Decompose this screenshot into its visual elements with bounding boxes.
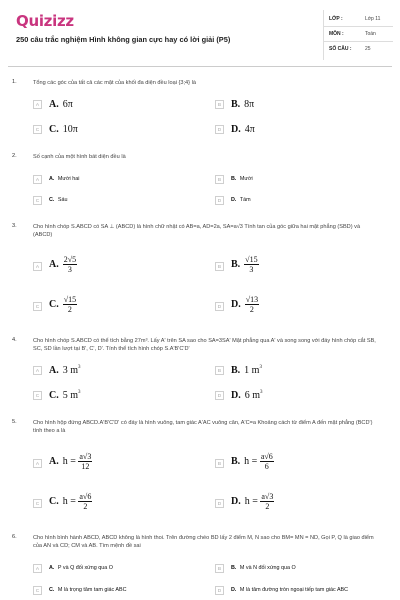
meta-key: SỐ CÂU : — [329, 46, 352, 52]
question-number: 5. — [12, 419, 17, 425]
option-value: M và N đối xứng qua O — [239, 565, 296, 571]
option-label: D. — [231, 197, 237, 203]
option-label: B. — [231, 258, 241, 270]
meta-key: LỚP : — [329, 16, 343, 22]
option-value: Tám — [239, 197, 251, 203]
option-value: Sáu — [57, 197, 68, 203]
option-value: 5 m — [62, 390, 79, 401]
question-number: 1. — [12, 79, 17, 85]
option-label: C. — [49, 298, 59, 310]
option-value: 8π — [244, 99, 255, 110]
option-letter[interactable]: B — [215, 175, 224, 184]
option-label: C. — [49, 390, 59, 401]
option-value: M là tâm đường tròn ngoại tiếp tam giác ABC — [239, 587, 349, 593]
option-letter[interactable]: B — [215, 459, 224, 468]
option-letter[interactable]: A — [33, 366, 42, 375]
fraction — [244, 255, 258, 274]
option-value: Mười hai — [57, 176, 80, 182]
option-prefix: h = — [62, 455, 76, 467]
option-label: D. — [231, 495, 241, 507]
fraction — [245, 295, 259, 314]
fraction — [63, 255, 77, 274]
option-letter[interactable]: D — [215, 125, 224, 134]
option-value: 6 m — [244, 390, 261, 401]
option-label: A. — [49, 455, 59, 467]
option-label: D. — [231, 390, 241, 401]
option-letter[interactable]: A — [33, 564, 42, 573]
question-text: Cho hình chóp S.ABCD có SA ⊥ (ABCD) là hình chữ nhật có AB=a, AD=2a, SA=a√3 Tính tan của góc giữa hai mặt phẳng (SBD) và (ABCD) — [33, 224, 361, 238]
denominator: 12 — [81, 462, 90, 471]
numerator: a√3 — [79, 452, 92, 461]
option-letter[interactable]: B — [215, 366, 224, 375]
exponent: 3 — [260, 390, 263, 395]
numerator: a√6 — [260, 452, 273, 461]
option-letter[interactable]: B — [215, 262, 224, 271]
option-label: B. — [231, 365, 241, 376]
denominator: 2 — [67, 305, 72, 314]
option-value: 10π — [62, 124, 78, 135]
option-letter[interactable]: D — [215, 586, 224, 595]
denominator: 3 — [249, 265, 254, 274]
fraction — [78, 492, 92, 511]
question-text: Cho hình chóp S.ABCD có thể tích bằng 27m³. Lấy A' trên SA sao cho SA=3SA' Mặt phẳng qua A' và song song với đáy hình chóp cắt SB, SC, SD lần lượt tại B', C', D'. Tính thể tích hình chóp S.A'B'C'D' — [33, 338, 376, 352]
option-label: C. — [49, 495, 59, 507]
question-text: Cho hình hộp đứng ABCD.A'B'C'D' có đáy là hình vuông, tam giác A'AC vuông cân, A'C=a Khoảng cách từ điểm A đến mặt phẳng (BCD') tính theo a là — [33, 420, 373, 434]
question-text: Tổng các góc của tất cả các mặt của khối đa diện đều loại {3;4} là — [33, 80, 196, 86]
option-letter[interactable]: C — [33, 125, 42, 134]
option-letter[interactable]: C — [33, 499, 42, 508]
option-letter[interactable]: C — [33, 302, 42, 311]
exponent: 3 — [259, 365, 262, 370]
exponent: 3 — [78, 365, 81, 370]
option-letter[interactable]: D — [215, 302, 224, 311]
numerator: √15 — [63, 295, 77, 304]
option-label: B. — [231, 565, 237, 571]
numerator: √15 — [245, 255, 258, 264]
option-value: M là trọng tâm tam giác ABC — [57, 587, 127, 593]
fraction — [260, 492, 274, 511]
question-text: Số cạnh của một hình bát diện đều là — [33, 154, 126, 160]
exponent: 3 — [78, 390, 81, 395]
option-prefix: h = — [244, 495, 258, 507]
denominator: 3 — [67, 265, 72, 274]
denominator: 2 — [249, 305, 254, 314]
option-letter[interactable]: B — [215, 100, 224, 109]
option-letter[interactable]: A — [33, 100, 42, 109]
numerator: a√3 — [261, 492, 274, 501]
option-letter[interactable]: D — [215, 499, 224, 508]
option-label: C. — [49, 197, 55, 203]
option-label: D. — [231, 298, 241, 310]
option-label: B. — [231, 99, 241, 110]
question-number: 4. — [12, 337, 17, 343]
fraction — [260, 452, 274, 471]
question-number: 6. — [12, 534, 17, 540]
option-prefix: h = — [62, 495, 76, 507]
option-letter[interactable]: B — [215, 564, 224, 573]
option-letter[interactable]: C — [33, 391, 42, 400]
option-value: Mười — [239, 176, 253, 182]
option-label: B. — [231, 176, 237, 182]
option-label: D. — [231, 124, 241, 135]
numerator: 2√5 — [63, 255, 77, 264]
option-value: P và Q đối xứng qua O — [57, 565, 113, 571]
meta-value: 25 — [365, 46, 371, 52]
option-label: B. — [231, 455, 241, 467]
numerator: √13 — [245, 295, 259, 304]
option-value: 6π — [62, 99, 73, 110]
option-letter[interactable]: A — [33, 262, 42, 271]
option-prefix: h = — [244, 455, 258, 467]
option-letter[interactable]: C — [33, 586, 42, 595]
fraction — [78, 452, 92, 471]
option-label: A. — [49, 565, 55, 571]
meta-value: Toán — [365, 31, 376, 37]
fraction — [63, 295, 77, 314]
quizizz-logo: Quizizz — [16, 12, 74, 30]
meta-key: MÔN : — [329, 31, 344, 37]
question-number: 2. — [12, 153, 17, 159]
option-label: A. — [49, 176, 55, 182]
denominator: 6 — [264, 462, 269, 471]
divider — [323, 26, 393, 27]
numerator: a√6 — [79, 492, 92, 501]
option-label: C. — [49, 124, 59, 135]
option-letter[interactable]: C — [33, 196, 42, 205]
question-number: 3. — [12, 223, 17, 229]
option-label: D. — [231, 587, 237, 593]
denominator: 2 — [265, 502, 270, 511]
option-label: A. — [49, 258, 59, 270]
page-title: 250 câu trắc nghiệm Hình không gian cực hay có lời giải (P5) — [16, 35, 231, 44]
option-letter[interactable]: D — [215, 196, 224, 205]
option-letter[interactable]: D — [215, 391, 224, 400]
question-text: Cho hình bình hành ABCD, ABCD không là hình thoi. Trên đường chéo BD lấy 2 điểm M, N sao cho BM= MN = ND, Gọi P, Q là giao điểm của AN và CD; CM và AB. Tìm mệnh đề sai — [33, 535, 374, 549]
option-value: 3 m — [62, 365, 79, 376]
option-value: 4π — [244, 124, 255, 135]
option-letter[interactable]: A — [33, 175, 42, 184]
divider — [323, 41, 393, 42]
header-divider — [8, 66, 392, 67]
option-label: A. — [49, 365, 59, 376]
meta-value: Lớp 11 — [365, 16, 381, 22]
option-label: A. — [49, 99, 59, 110]
option-value: 1 m — [244, 365, 260, 376]
denominator: 2 — [83, 502, 88, 511]
option-letter[interactable]: A — [33, 459, 42, 468]
option-label: C. — [49, 587, 55, 593]
